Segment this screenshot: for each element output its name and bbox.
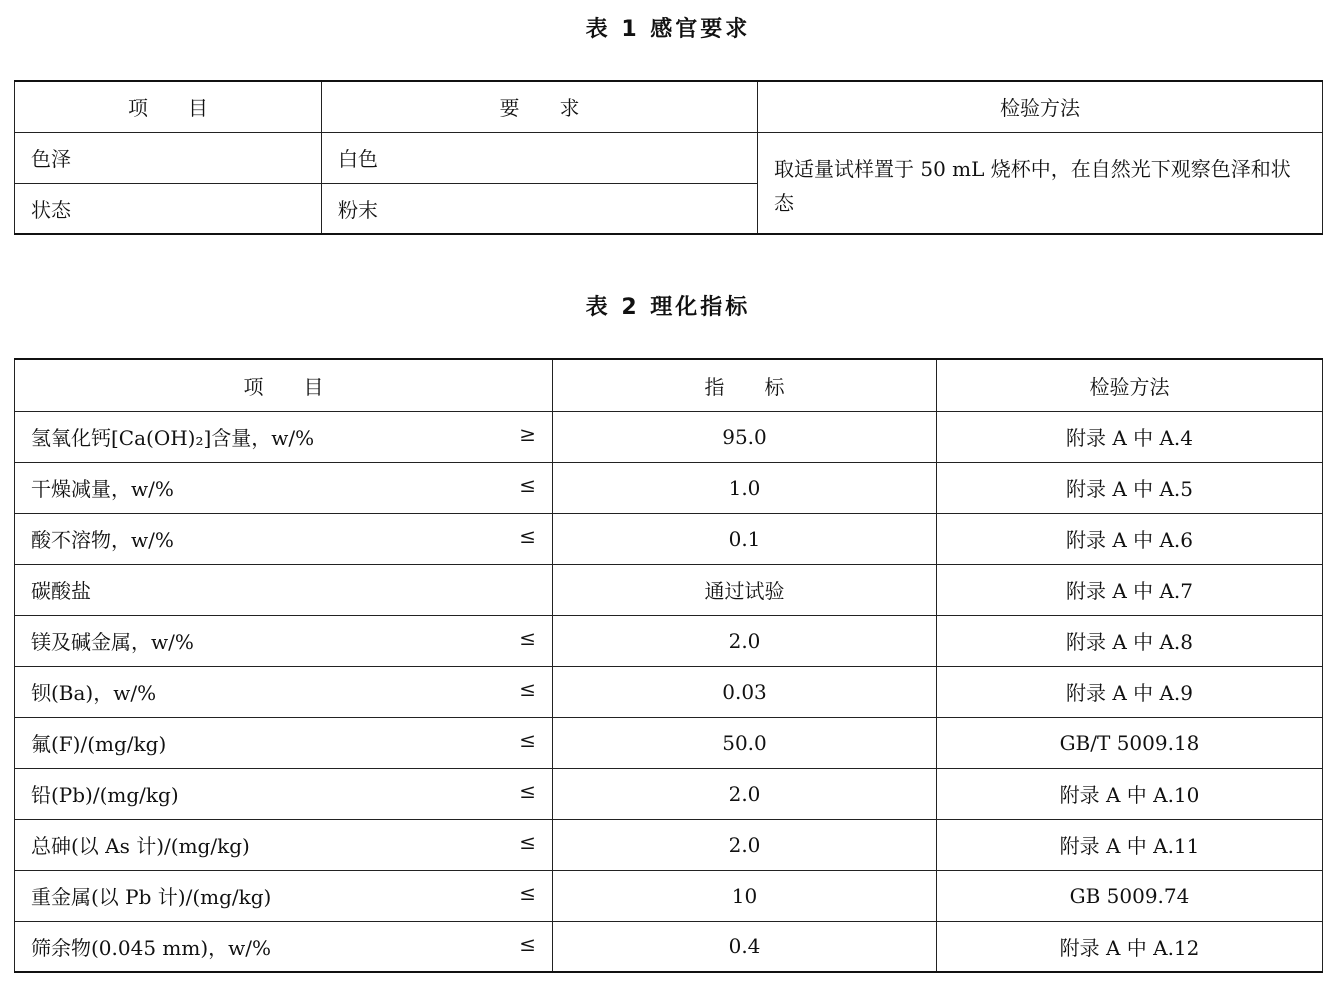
item-cell <box>15 717 553 768</box>
header-index: 指 标 <box>553 359 937 411</box>
comparison-symbol: ≤ <box>519 728 536 752</box>
value-cell: 2.0 <box>553 768 937 819</box>
value-cell: 0.4 <box>553 921 937 972</box>
method-cell: 附录 A 中 A.11 <box>937 819 1323 870</box>
comparison-symbol: ≤ <box>519 473 536 497</box>
item-cell <box>15 921 553 972</box>
table-row <box>15 462 1323 513</box>
table-row <box>15 615 1323 666</box>
table-header <box>15 81 1323 132</box>
comparison-symbol: ≤ <box>519 626 536 650</box>
method-cell: 附录 A 中 A.6 <box>937 513 1323 564</box>
table-row <box>15 411 1323 462</box>
item-cell: 色泽 <box>15 132 322 183</box>
table-row <box>15 768 1323 819</box>
comparison-symbol: ≥ <box>519 422 536 446</box>
table-row <box>15 666 1323 717</box>
value-cell: 50.0 <box>553 717 937 768</box>
method-cell: 附录 A 中 A.7 <box>937 564 1323 615</box>
value-cell: 2.0 <box>553 615 937 666</box>
method-cell: 附录 A 中 A.10 <box>937 768 1323 819</box>
item-label: 镁及碱金属，w/% <box>31 630 194 654</box>
item-cell <box>15 462 553 513</box>
comparison-symbol: ≤ <box>519 881 536 905</box>
method-cell: GB/T 5009.18 <box>937 717 1323 768</box>
item-label: 氟(F)/(mg/kg) <box>31 732 167 756</box>
item-label: 酸不溶物，w/% <box>31 528 174 552</box>
value-cell: 2.0 <box>553 819 937 870</box>
table-row <box>15 921 1323 972</box>
item-label: 重金属(以 Pb 计)/(mg/kg) <box>31 885 272 909</box>
physicochemical-table <box>14 358 1323 973</box>
comparison-symbol: ≤ <box>519 677 536 701</box>
item-cell <box>15 768 553 819</box>
table-header <box>15 359 1323 411</box>
item-cell <box>15 870 553 921</box>
method-cell: GB 5009.74 <box>937 870 1323 921</box>
method-cell: 附录 A 中 A.5 <box>937 462 1323 513</box>
item-cell <box>15 564 553 615</box>
requirement-cell: 粉末 <box>322 183 758 234</box>
table-row <box>15 564 1323 615</box>
table-row <box>15 870 1323 921</box>
comparison-symbol: ≤ <box>519 524 536 548</box>
method-cell: 取适量试样置于 50 mL 烧杯中，在自然光下观察色泽和状态 <box>758 132 1323 234</box>
item-label: 氢氧化钙[Ca(OH)₂]含量，w/% <box>31 426 315 450</box>
item-label: 总砷(以 As 计)/(mg/kg) <box>31 834 250 858</box>
method-cell: 附录 A 中 A.9 <box>937 666 1323 717</box>
requirement-cell: 白色 <box>322 132 758 183</box>
table2-title: 表 2 理化指标 <box>585 295 751 320</box>
value-cell: 1.0 <box>553 462 937 513</box>
item-label: 碳酸盐 <box>31 579 91 603</box>
table-row <box>15 819 1323 870</box>
table-row <box>15 717 1323 768</box>
item-label: 筛余物(0.045 mm)，w/% <box>31 935 272 960</box>
comparison-symbol: ≤ <box>519 830 536 854</box>
header-method: 检验方法 <box>758 81 1323 132</box>
method-cell: 附录 A 中 A.8 <box>937 615 1323 666</box>
header-method: 检验方法 <box>937 359 1323 411</box>
header-item: 项 目 <box>15 81 322 132</box>
item-cell <box>15 615 553 666</box>
table-row <box>15 513 1323 564</box>
header-requirement: 要 求 <box>322 81 758 132</box>
item-cell <box>15 819 553 870</box>
item-cell <box>15 411 553 462</box>
comparison-symbol: ≤ <box>519 779 536 803</box>
item-cell: 状态 <box>15 183 322 234</box>
value-cell: 0.1 <box>553 513 937 564</box>
value-cell: 95.0 <box>553 411 937 462</box>
header-item: 项 目 <box>15 359 553 411</box>
method-cell: 附录 A 中 A.4 <box>937 411 1323 462</box>
item-cell <box>15 513 553 564</box>
table1-title: 表 1 感官要求 <box>585 17 751 42</box>
value-cell: 10 <box>553 870 937 921</box>
item-cell <box>15 666 553 717</box>
item-label: 钡(Ba)，w/% <box>31 681 157 705</box>
item-label: 干燥减量，w/% <box>31 477 174 501</box>
method-cell: 附录 A 中 A.12 <box>937 921 1323 972</box>
comparison-symbol: ≤ <box>519 931 536 956</box>
value-cell: 0.03 <box>553 666 937 717</box>
sensory-table <box>14 80 1323 235</box>
item-label: 铅(Pb)/(mg/kg) <box>31 783 179 807</box>
table-row <box>15 132 1323 183</box>
value-cell: 通过试验 <box>553 564 937 615</box>
